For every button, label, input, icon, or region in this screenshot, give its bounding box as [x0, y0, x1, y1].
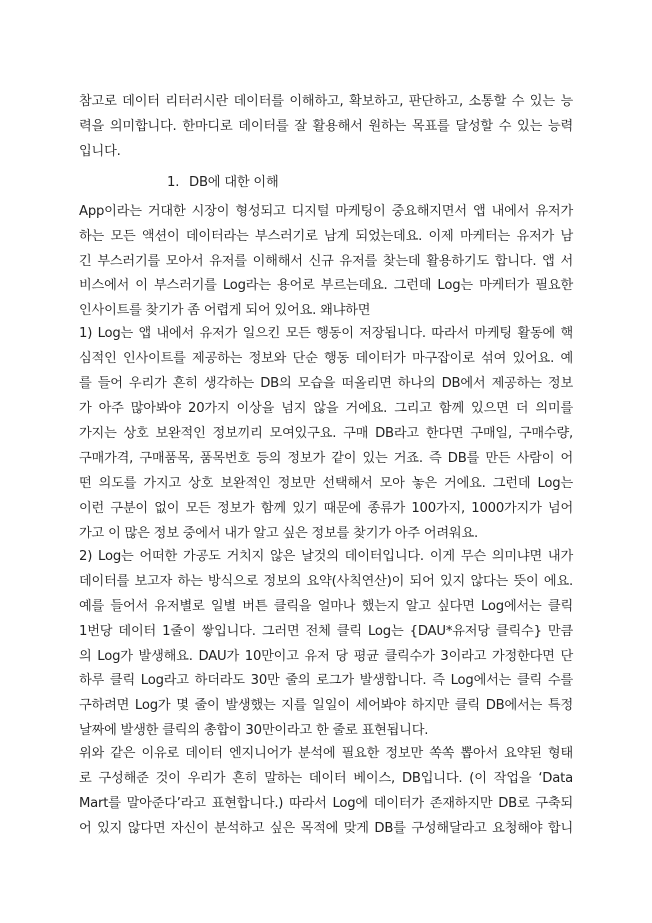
text-line: 인사이트를 찾기가 좀 어렵게 되어 있어요. 왜냐하면 — [79, 303, 371, 318]
text-line: Mart를 말아준다’라고 표현합니다.) 따라서 Log에 데이터가 존재하지만 DB로 구축되 — [79, 796, 573, 811]
text-line: 구매가격, 구매품목, 품목번호 등의 정보가 같이 있는 거죠. 즉 DB를 만든 사람이 어 — [79, 451, 573, 466]
text-line: 를 들어 우리가 흔히 생각하는 DB의 모습을 떠올리면 하나의 DB에서 제공하는 정보 — [79, 376, 573, 391]
text-line: 어 있지 않다면 자신이 분석하고 싶은 목적에 맞게 DB를 구성해달라고 요청해야 합니 — [79, 821, 573, 836]
text-line: 심적인 인사이트를 제공하는 정보와 단순 행동 데이터가 마구잡이로 섞여 있어요. 예 — [79, 351, 573, 366]
text-line: 가 아주 많아봐야 20가지 이상을 넘지 않을 거에요. 그리고 함께 있으면 더 의미를 — [79, 401, 573, 416]
text-line: 하는 모든 액션이 데이터라는 부스러기로 남게 되었는데요. 이제 마케터는 유저가 남 — [79, 229, 573, 244]
text-line: 구하려면 Log가 몇 줄이 발생했는 지를 일일이 세어봐야 하지만 클릭 DB에서는 특정 — [79, 698, 573, 713]
text-line: 참고로 데이터 리터러시란 데이터를 이해하고, 확보하고, 판단하고, 소통할 수 있는 능 — [79, 94, 573, 109]
text-line: 긴 부스러기를 모아서 유저를 이해해서 신규 유저를 찾는데 활용하기도 합니다. 앱 서 — [79, 254, 573, 269]
text-line: 가지는 상호 보완적인 정보끼리 모여있구요. 구매 DB라고 한다면 구매일, 구매수량, — [79, 426, 573, 441]
text-line: 위와 같은 이유로 데이터 엔지니어가 분석에 필요한 정보만 쏙쏙 뽑아서 요약된 형태 — [79, 746, 573, 761]
text-line: 1번당 데이터 1줄이 쌓입니다. 그러면 전체 클릭 Log는 {DAU*유저당 클릭수} 만큼 — [79, 624, 573, 639]
text-line: App이라는 거대한 시장이 형성되고 디지털 마케팅이 중요해지면서 앱 내에서 유저가 — [79, 204, 573, 219]
text-line: 떤 의도를 가지고 상호 보완적인 정보만 선택해서 모아 놓은 거에요. 그런데 Log는 — [79, 476, 573, 491]
text-line: 예를 들어서 유저별로 일별 버튼 클릭을 얼마나 했는지 알고 싶다면 Log에서는 클릭 — [79, 599, 573, 614]
heading-title: DB에 대한 이해 — [189, 175, 279, 190]
text-line: 비스에서 이 부스러기를 Log라는 용어로 부르는데요. 그런데 Log는 마케터가 필요한 — [79, 278, 573, 293]
text-line: 이런 구분이 없이 모든 정보가 함께 있기 때문에 종류가 100가지, 1000가지가 넘어 — [79, 501, 573, 516]
text-line: 로 구성해준 것이 우리가 흔히 말하는 데이터 베이스, DB입니다. (이 작업을 ‘Data — [79, 771, 573, 786]
text-line: 가고 이 많은 정보 중에서 내가 알고 싶은 정보를 찾기가 아주 어려워요. — [79, 526, 478, 541]
text-line: 1) Log는 앱 내에서 유저가 일으킨 모든 행동이 저장됩니다. 따라서 마케팅 활동에 핵 — [79, 326, 573, 341]
text-line: 2) Log는 어떠한 가공도 거치지 않은 날것의 데이터입니다. 이게 무슨 의미냐면 내가 — [79, 549, 573, 564]
text-line: 력을 의미합니다. 한마디로 데이터를 잘 활용해서 원하는 목표를 달성할 수 있는 능력 — [79, 119, 573, 134]
text-line: 입니다. — [79, 144, 121, 159]
text-line: 하루 클릭 Log라고 하더라도 30만 줄의 로그가 발생합니다. 즉 Log에서는 클릭 수를 — [79, 673, 573, 688]
text-line: 날짜에 발생한 클릭의 총합이 30만이라고 한 줄로 표현됩니다. — [79, 723, 429, 738]
section-heading — [167, 174, 278, 192]
text-line: 의 Log가 발생해요. DAU가 10만이고 유저 당 평균 클릭수가 3이라고 가정한다면 단 — [79, 649, 573, 664]
heading-number: 1. — [167, 175, 180, 190]
text-line: 데이터를 보고자 하는 방식으로 정보의 요약(사칙연산)이 되어 있지 않다는 뜻이 에요. — [79, 574, 573, 589]
